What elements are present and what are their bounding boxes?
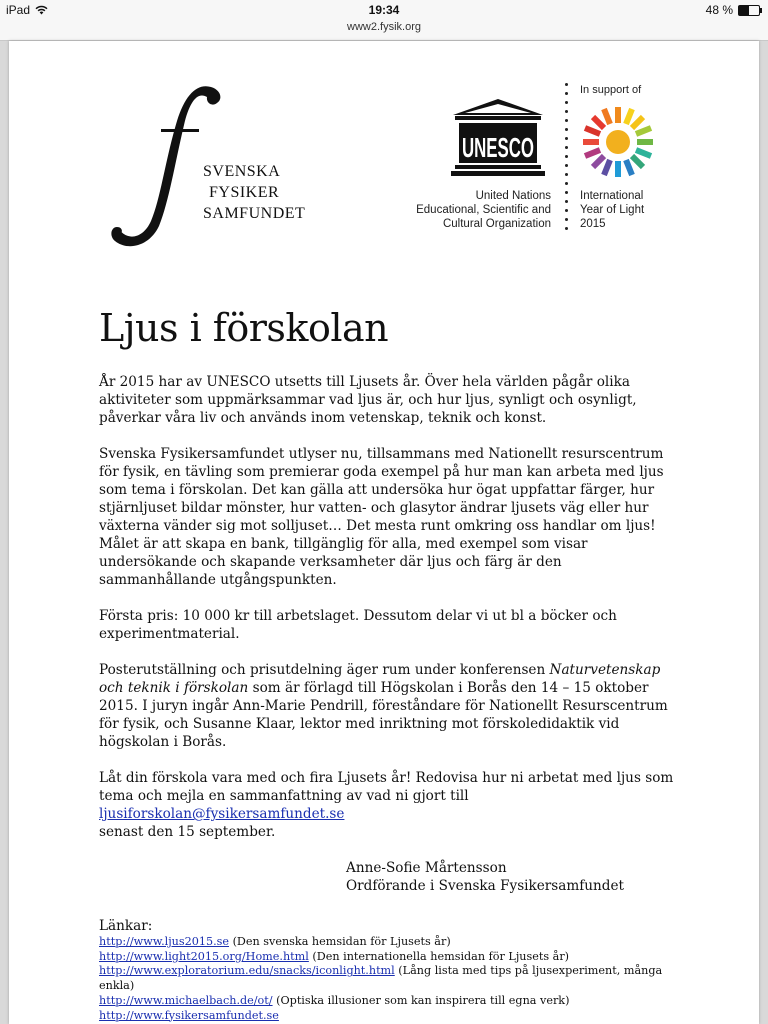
conference-text-pre: Posterutställning och prisutdelning äger rum under konferensen — [99, 662, 550, 678]
conference-text-post: som är förlagd till Högskolan i Borås den 14 – 15 oktober 2015. I juryn ingår Ann-Marie Pendrill, föreståndare för Nationellt Resurscentrum för fysik, och Susanne Klaar, lektor med inriktning mot förskoledidaktik vid högskolan i Borås. — [99, 680, 668, 750]
paragraph-conference — [99, 661, 679, 751]
support-label: In support of — [580, 84, 642, 96]
unesco-name-line: United Nations — [475, 190, 551, 202]
link-url[interactable]: http://www.ljus2015.se — [99, 935, 230, 948]
paragraph-prize: Första pris: 10 000 kr till arbetslaget. Dessutom delar vi ut bl a böcker och experimentmaterial. — [99, 608, 617, 642]
link-description: (Den internationella hemsidan för Ljusets år) — [308, 949, 570, 963]
dotted-divider — [565, 83, 569, 248]
link-url[interactable]: http://www.fysikersamfundet.se — [99, 1008, 279, 1022]
unesco-full-name — [399, 189, 551, 231]
battery-level — [739, 6, 749, 15]
signature-title: Ordförande i Svenska Fysikersamfundet — [346, 878, 625, 894]
cta-text-pre: Låt din förskola vara med och fira Ljusets år! Redovisa hur ni arbetat med ljus som tema och mejla en sammanfattning av vad ni gjort till — [99, 770, 674, 804]
clock: 19:34 — [368, 3, 400, 17]
address-url[interactable]: www2.fysik.org — [347, 21, 421, 33]
cta-deadline: senast den 15 september. — [99, 824, 276, 840]
page-title: Ljus i förskolan — [99, 306, 389, 350]
list-item — [99, 1009, 679, 1024]
battery-percent: 48 % — [705, 3, 733, 17]
link-description: (Optiska illusioner som kan inspirera till egna verk) — [272, 993, 570, 1007]
iyl-line: International — [580, 190, 644, 202]
paragraph-intro: År 2015 har av UNESCO utsetts till Ljusets år. Över hela världen pågår olika aktiviteter som uppmärksammar vad ljus är, och hur ljus, synligt och osynligt, påverkar våra liv och används inom vetenskap, teknik och konst. — [99, 374, 637, 426]
device-label: iPad — [6, 3, 31, 17]
list-item — [99, 964, 679, 993]
list-item — [99, 950, 679, 965]
sfs-line-1: SVENSKA — [203, 163, 281, 180]
link-url[interactable]: http://www.exploratorium.edu/snacks/iconlight.html — [99, 964, 395, 978]
email-link[interactable]: ljusiforskolan@fysikersamfundet.se — [99, 806, 345, 822]
sfs-name — [203, 161, 305, 224]
link-url[interactable]: http://www.light2015.org/Home.html — [99, 949, 309, 963]
link-description: (Den svenska hemsidan för Ljusets år) — [229, 935, 451, 948]
links-list — [99, 935, 679, 1023]
paragraph-call-to-action — [99, 769, 679, 841]
list-item — [99, 935, 679, 950]
signature-name: Anne-Sofie Mårtensson — [346, 860, 507, 876]
unesco-logo-block — [399, 83, 669, 253]
battery-icon — [738, 5, 760, 16]
unesco-name-line: Educational, Scientific and — [416, 204, 551, 216]
iyl-line: Year of Light — [580, 204, 645, 216]
unesco-word: UNESCO — [462, 132, 534, 163]
iyl-line: 2015 — [580, 218, 606, 230]
status-right — [706, 3, 760, 17]
link-url[interactable]: http://www.michaelbach.de/ot/ — [99, 993, 273, 1007]
status-bar — [0, 0, 768, 41]
document-page — [9, 41, 759, 1024]
paragraph-competition: Svenska Fysikersamfundet utlyser nu, tillsammans med Nationellt resurscentrum för fysik, en tävling som premierar goda exempel på hur man kan arbeta med ljus som tema i förskolan. Det kan gälla att undersöka hur ögat uppfattar färger, hur stjärnljuset bildar mönster, hur vatten- och glasytor ändrar ljusets väg eller hur växterna vänder sig mot solljuset… Det mesta runt omkring oss handlar om ljus! Målet är att skapa en bank, tillgänglig för alla, med exempel som visar undersökande och skapande verksamheter där ljus och färg är den sammanhållande utgångspunkten. — [99, 446, 664, 588]
year-of-light-sun-icon — [579, 103, 657, 181]
list-item — [99, 994, 679, 1009]
sfs-line-3: SAMFUNDET — [203, 205, 306, 222]
unesco-temple-icon — [451, 97, 545, 183]
svenska-fysikersamfundet-logo — [99, 81, 306, 251]
document-body — [99, 303, 679, 1023]
links-heading: Länkar: — [99, 918, 153, 934]
sfs-line-2: FYSIKER — [209, 184, 280, 201]
signature — [346, 859, 679, 895]
unesco-name-line: Cultural Organization — [442, 218, 551, 230]
link-description: (Lång lista med tips på ljusexperiment, många enkla) — [99, 964, 663, 993]
conference-name: Naturvetenskap och teknik i förskolan — [99, 662, 661, 696]
year-of-light-text — [580, 189, 644, 231]
